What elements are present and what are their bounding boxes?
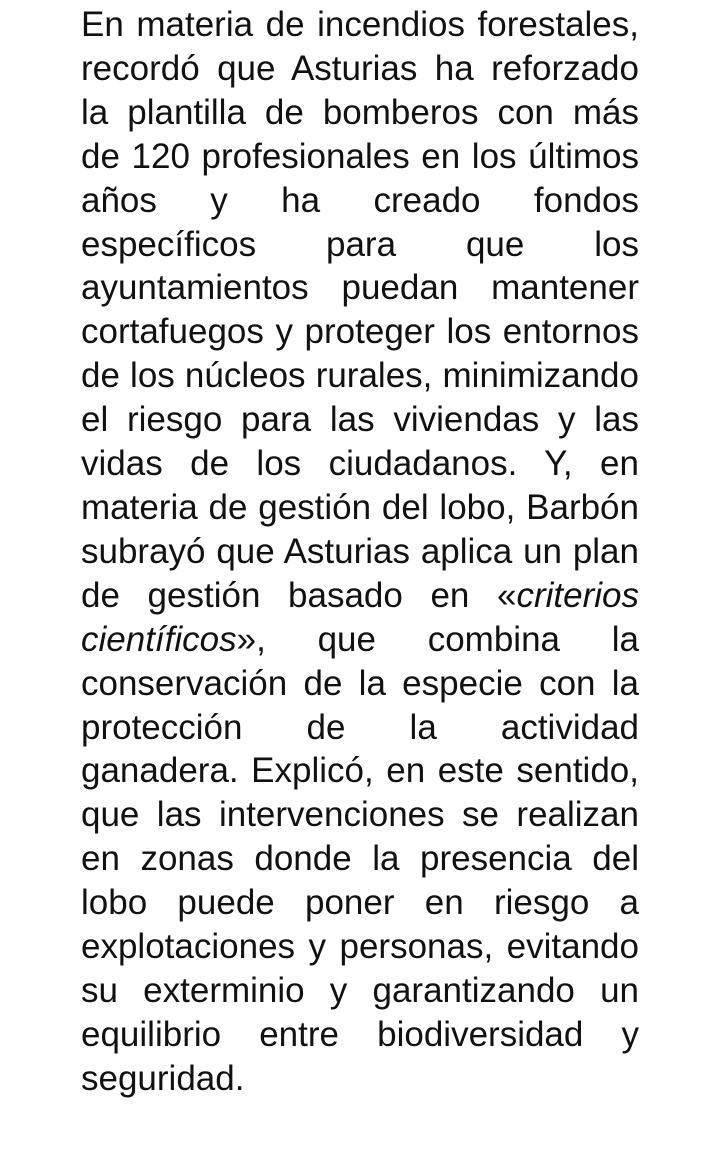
emphasized-phrase: criterios científicos bbox=[81, 575, 639, 659]
next-paragraph-cut-off bbox=[81, 1160, 639, 1175]
article-body bbox=[81, 3, 639, 1101]
paragraph-text-end: », que combina la conservación de la especie con la protección de la actividad ganadera. Explicó, en este sentido, que las intervenciones se realizan en zonas donde la presencia del lobo puede poner en riesgo a explotaciones y personas, evitando su exterminio y garantizando un equilibrio entre biodiversidad y seguridad. bbox=[81, 619, 639, 1098]
paragraph-text-start: En materia de incendios forestales, recordó que Asturias ha reforzado la plantilla de bomberos con más de 120 profesionales en los últimos años y ha creado fondos específicos para que los ayuntamientos puedan mantener cortafuegos y proteger los entornos de los núcleos rurales, minimizando el riesgo para las viviendas y las vidas de los ciudadanos. Y, en materia de gestión del lobo, Barbón subrayó que Asturias aplica un plan de gestión basado en « bbox=[81, 5, 639, 615]
article-paragraph bbox=[81, 3, 639, 1101]
